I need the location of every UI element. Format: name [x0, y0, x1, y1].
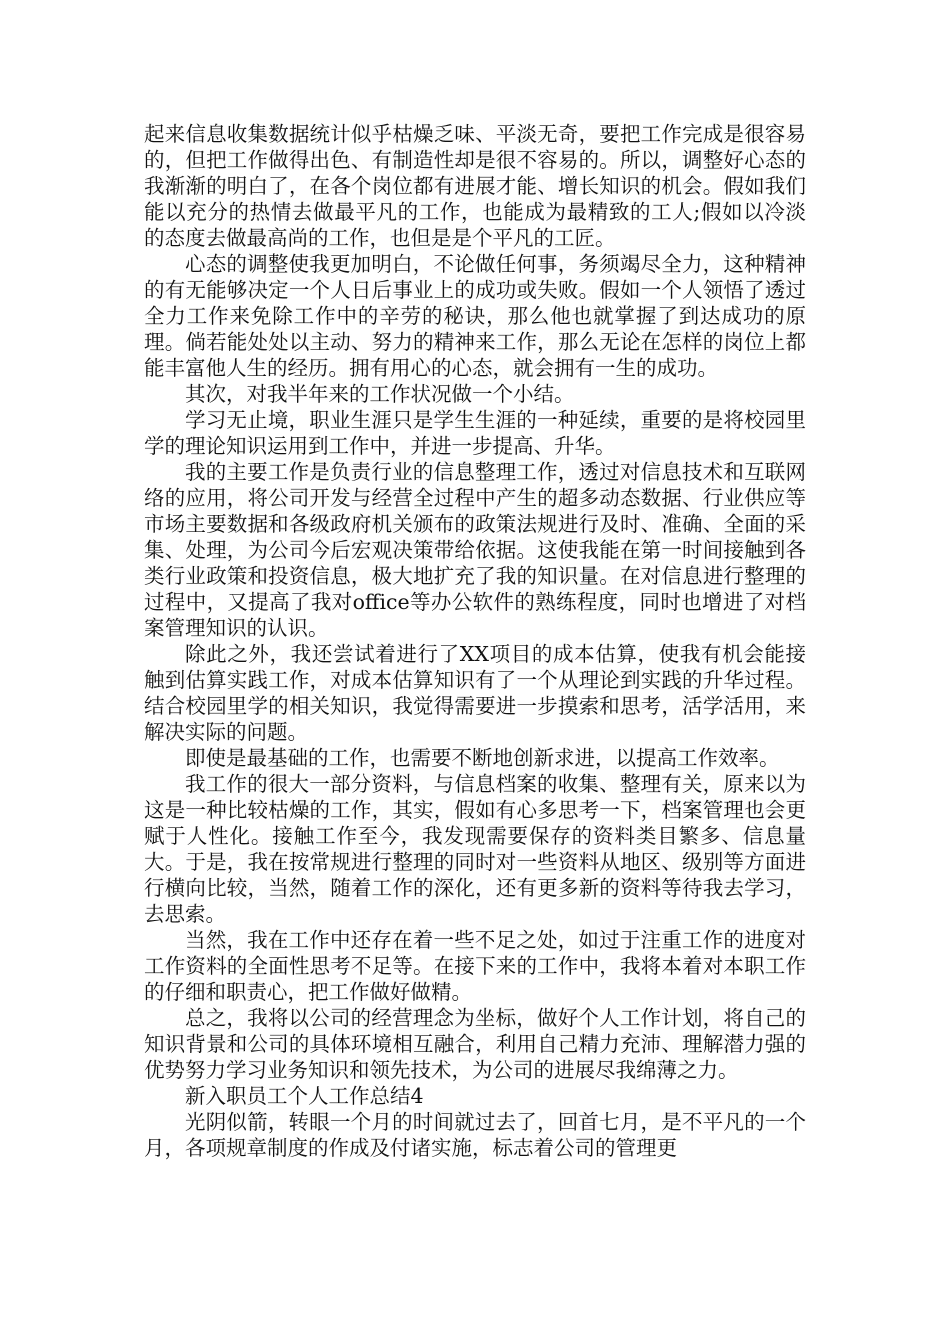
- paragraph-main-work: 我的主要工作是负责行业的信息整理工作，透过对信息技术和互联网络的应用，将公司开发与经营全过程中产生的超多动态数据、行业供应等市场主要数据和各级政府机关颁布的政策法规进行及时、准确、全面的采集、处理，为公司今后宏观决策带给依据。这使我能在第一时间接触到各类行业政策和投资信息，极大地扩充了我的知识量。在对信息进行整理的过程中，又提高了我对office等办公软件的熟练程度，同时也增进了对档案管理知识的认识。: [144, 460, 806, 640]
- paragraph-cost-estimation: 除此之外，我还尝试着进行了XX项目的成本估算，使我有机会能接触到估算实践工作，对成本估算知识有了一个从理论到实践的升华过程。结合校园里学的相关知识，我觉得需要进一步摸索和思考，活学活用，来解决实际的问题。: [144, 642, 806, 744]
- paragraph-shortcomings: 当然，我在工作中还存在着一些不足之处，如过于注重工作的进度对工作资料的全面性思考不足等。在接下来的工作中，我将本着对本职工作的仔细和职责心，把工作做好做精。: [144, 928, 806, 1004]
- paragraph-july: 光阴似箭，转眼一个月的时间就过去了，回首七月，是不平凡的一个月，各项规章制度的作成及付诸实施，标志着公司的管理更: [144, 1110, 806, 1160]
- paragraph-learning: 学习无止境，职业生涯只是学生生涯的一种延续，重要的是将校园里学的理论知识运用到工作中，并进一步提高、升华。: [144, 408, 806, 458]
- document-page: [144, 121, 806, 1161]
- paragraph-continued: 起来信息收集数据统计似乎枯燥乏味、平淡无奇，要把工作完成是很容易的，但把工作做得出色、有制造性却是很不容易的。所以，调整好心态的我渐渐的明白了，在各个岗位都有进展才能、增长知识的机会。假如我们能以充分的热情去做最平凡的工作，也能成为最精致的工人;假如以冷淡的态度去做最高尚的工作，也但是是个平凡的工匠。: [144, 122, 806, 250]
- paragraph-archives: 我工作的很大一部分资料，与信息档案的收集、整理有关，原来以为这是一种比较枯燥的工作，其实，假如有心多思考一下，档案管理也会更赋于人性化。接触工作至今，我发现需要保存的资料类目繁多、信息量大。于是，我在按常规进行整理的同时对一些资料从地区、级别等方面进行横向比较，当然，随着工作的深化，还有更多新的资料等待我去学习，去思索。: [144, 772, 806, 926]
- paragraph-summary-intro: 其次，对我半年来的工作状况做一个小结。: [185, 382, 575, 406]
- paragraph-innovation: 即使是最基础的工作，也需要不断地创新求进，以提高工作效率。: [185, 746, 780, 770]
- paragraph-mindset: 心态的调整使我更加明白，不论做任何事，务须竭尽全力，这种精神的有无能够决定一个人日后事业上的成功或失败。假如一个人领悟了透过全力工作来免除工作中的辛劳的秘诀，那么他也就掌握了到达成功的原理。倘若能处处以主动、努力的精神来工作，那么无论在怎样的岗位上都能丰富他人生的经历。拥有用心的心态，就会拥有一生的成功。: [144, 252, 806, 380]
- section-heading: 新入职员工个人工作总结4: [185, 1084, 424, 1108]
- paragraph-conclusion: 总之，我将以公司的经营理念为坐标，做好个人工作计划，将自己的知识背景和公司的具体环境相互融合，利用自己精力充沛、理解潜力强的优势努力学习业务知识和领先技术，为公司的进展尽我绵薄之力。: [144, 1006, 806, 1082]
